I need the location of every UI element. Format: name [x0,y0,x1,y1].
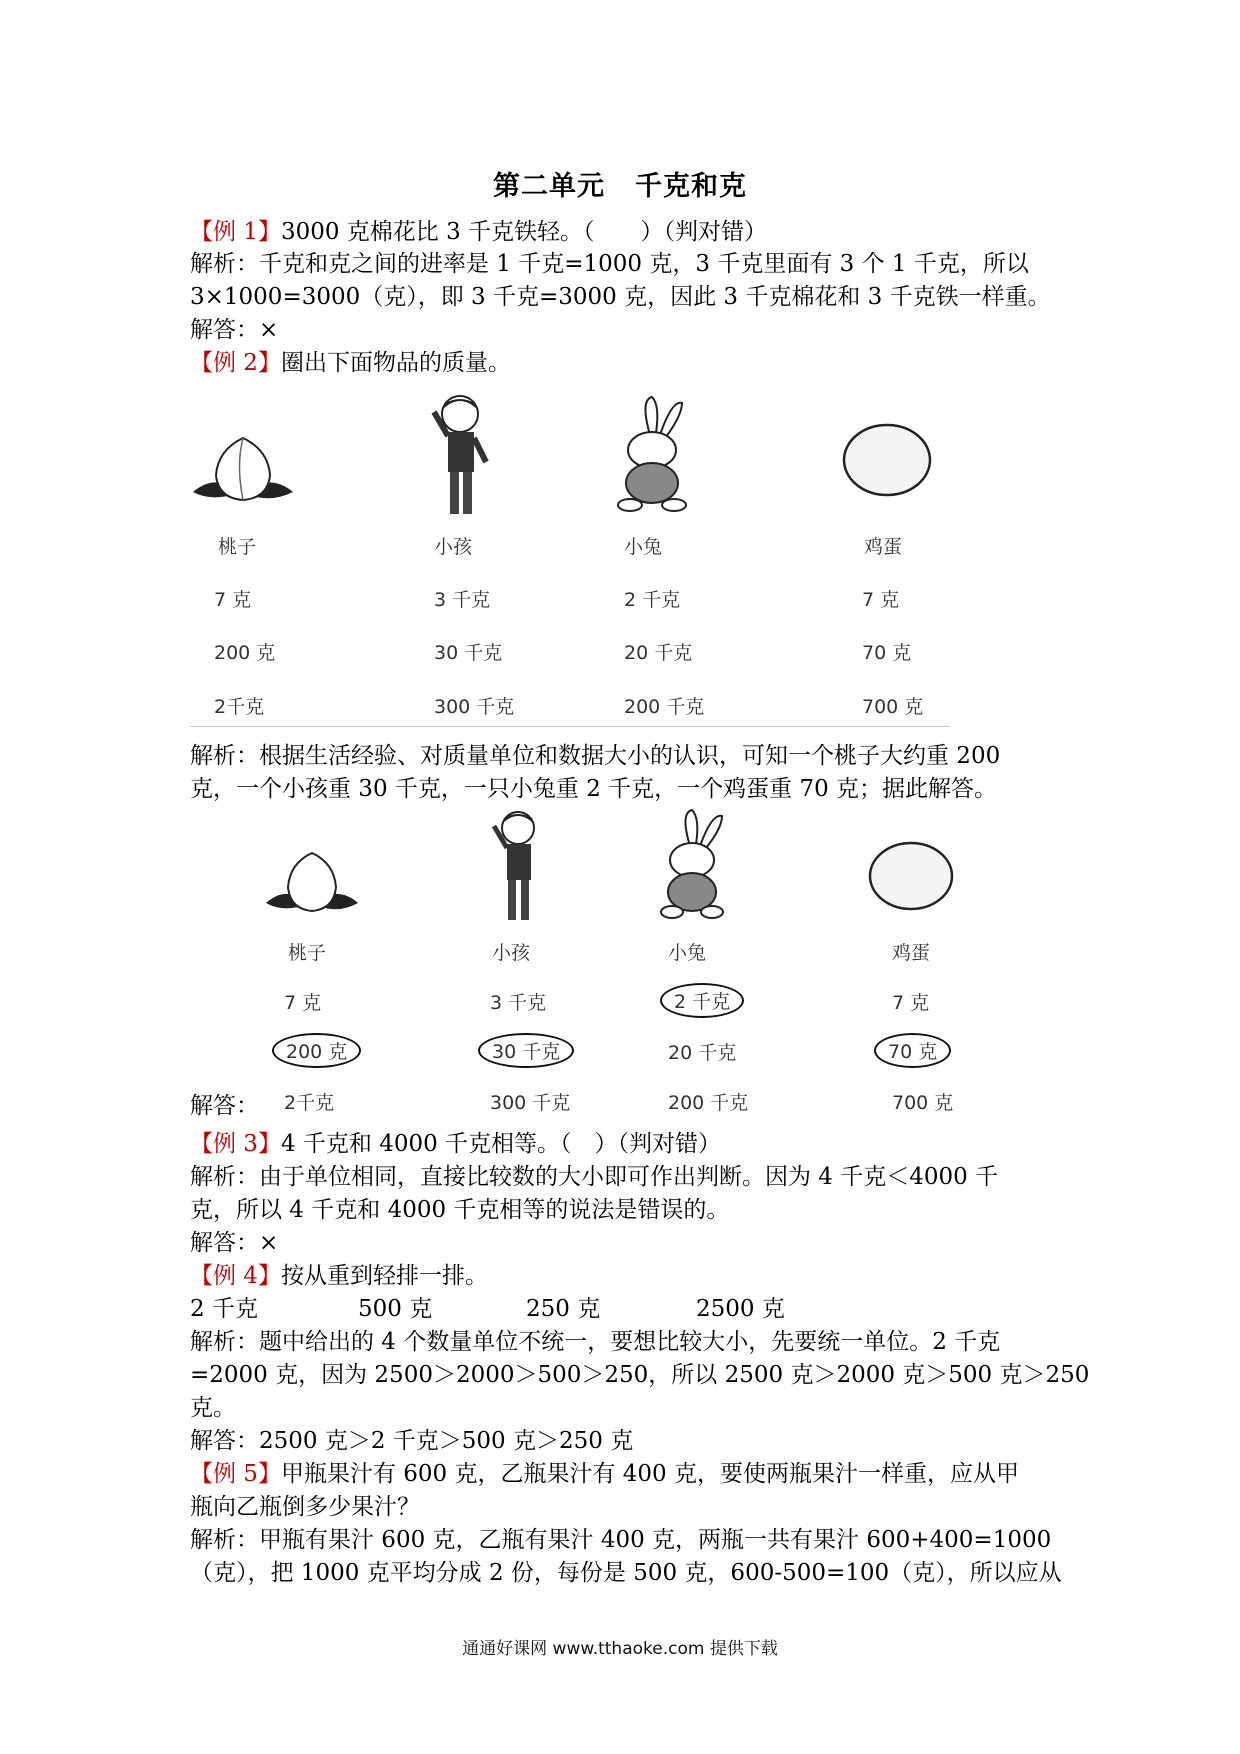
option: 700 克 [892,1092,954,1114]
item-name: 桃子 [218,536,257,558]
ex1-answer: 解答：× [190,317,279,343]
ex3-answer: 解答：× [190,1230,279,1256]
option: 30 千克 [434,642,503,664]
divider [190,726,950,727]
ex5-question-line2: 瓶向乙瓶倒多少果汁？ [190,1494,420,1520]
ex4-tag: 【例 4】 [190,1263,281,1289]
item-name: 桃子 [288,942,327,964]
ex4-answer: 解答：2500 克＞2 千克＞500 克＞250 克 [190,1428,634,1454]
ex4-value: 500 克 [358,1296,433,1322]
option-circled: 30 千克 [478,1033,574,1068]
ex3-analysis-line1: 解析：由于单位相同，直接比较数的大小即可作出判断。因为 4 千克＜4000 千 [190,1164,999,1190]
option: 200 千克 [624,696,705,718]
ex5-analysis-line1: 解析：甲瓶有果汁 600 克，乙瓶有果汁 400 克，两瓶一共有果汁 600+400=1000 [190,1527,1052,1553]
item-name: 鸡蛋 [892,942,931,964]
option: 300 千克 [434,696,515,718]
option-circled: 2 千克 [660,983,744,1018]
peach-picture-answer [262,845,362,920]
option: 200 千克 [668,1092,749,1114]
ex5-tag: 【例 5】 [190,1461,281,1487]
ex2-tag: 【例 2】 [190,350,281,376]
ex2-answer-label: 解答： [190,1093,259,1119]
ex3-analysis-line2: 克，所以 4 千克和 4000 千克相等的说法是错误的。 [190,1197,730,1223]
ex4-analysis-line1: 解析：题中给出的 4 个数量单位不统一，要想比较大小，先要统一单位。2 千克 [190,1329,1001,1355]
topic-title: 千克和克 [635,171,747,202]
option: 3 千克 [490,992,547,1014]
footer-text: 通通好课网 www.tthaoke.com 提供下载 [462,1639,778,1659]
ex4-value: 250 克 [526,1296,601,1322]
option: 20 千克 [668,1042,737,1064]
ex4-value: 2 千克 [190,1296,258,1322]
unit-title: 第二单元 [493,171,605,202]
option: 3 千克 [434,589,491,611]
ex1-analysis-line1: 解析：千克和克之间的进率是 1 千克=1000 克，3 千克里面有 3 个 1 千克，所以 [190,251,1029,277]
egg-picture [840,420,935,500]
ex3-question-text: 4 千克和 4000 千克相等。（ ）（判对错） [280,1131,722,1157]
ex3-tag: 【例 3】 [190,1131,281,1157]
option-circled: 200 克 [272,1033,361,1068]
page-title [0,164,1240,203]
item-name: 小孩 [492,942,531,964]
child-picture [428,392,498,522]
ex1-tag: 【例 1】 [190,219,281,245]
option: 7 克 [284,992,322,1014]
option: 20 千克 [624,642,693,664]
ex2-question-text: 圈出下面物品的质量。 [280,350,511,376]
option: 7 克 [892,992,930,1014]
ex5-analysis-line2: （克），把 1000 克平均分成 2 份，每份是 500 克，600-500=100（克），所以应从 [190,1560,1062,1586]
item-name: 鸡蛋 [864,536,903,558]
item-name: 小孩 [434,536,473,558]
option: 200 克 [214,642,276,664]
item-name: 小兔 [668,942,707,964]
option: 700 克 [862,696,924,718]
option-circled: 70 克 [874,1033,951,1068]
option: 2千克 [214,696,265,718]
option: 70 克 [862,642,912,664]
option: 2千克 [284,1092,335,1114]
ex1-question-text: 3000 克棉花比 3 千克铁轻。（ ）（判对错） [280,219,768,245]
option: 300 千克 [490,1092,571,1114]
ex4-question [190,1260,1060,1292]
rabbit-picture-answer [652,808,732,923]
ex3-question [190,1128,1060,1160]
ex2-analysis-line1: 解析：根据生活经验、对质量单位和数据大小的认识，可知一个桃子大约重 200 [190,743,1001,769]
option: 2 千克 [624,589,681,611]
ex5-question-text: 甲瓶果汁有 600 克，乙瓶果汁有 400 克，要使两瓶果汁一样重，应从甲 [280,1461,1019,1487]
item-name: 小兔 [624,536,663,558]
ex1-question [190,216,1060,248]
rabbit-picture [610,395,695,515]
child-picture-answer [488,808,552,928]
option: 7 克 [214,589,252,611]
ex4-analysis-line3: 克。 [190,1395,236,1421]
ex4-analysis-line2: =2000 克，因为 2500＞2000＞500＞250，所以 2500 克＞2000 克＞500 克＞250 [190,1362,1090,1388]
ex4-question-text: 按从重到轻排一排。 [280,1263,488,1289]
ex1-analysis-line2: 3×1000=3000（克），即 3 千克=3000 克，因此 3 千克棉花和 3 千克铁一样重。 [190,284,1051,310]
peach-picture [188,430,298,510]
ex2-question [190,347,1060,379]
egg-picture-answer [866,838,956,914]
ex5-question-line1 [190,1458,1060,1490]
option: 7 克 [862,589,900,611]
ex2-analysis-line2: 克，一个小孩重 30 千克，一只小兔重 2 千克，一个鸡蛋重 70 克；据此解答。 [190,776,998,802]
ex4-value: 2500 克 [696,1296,785,1322]
